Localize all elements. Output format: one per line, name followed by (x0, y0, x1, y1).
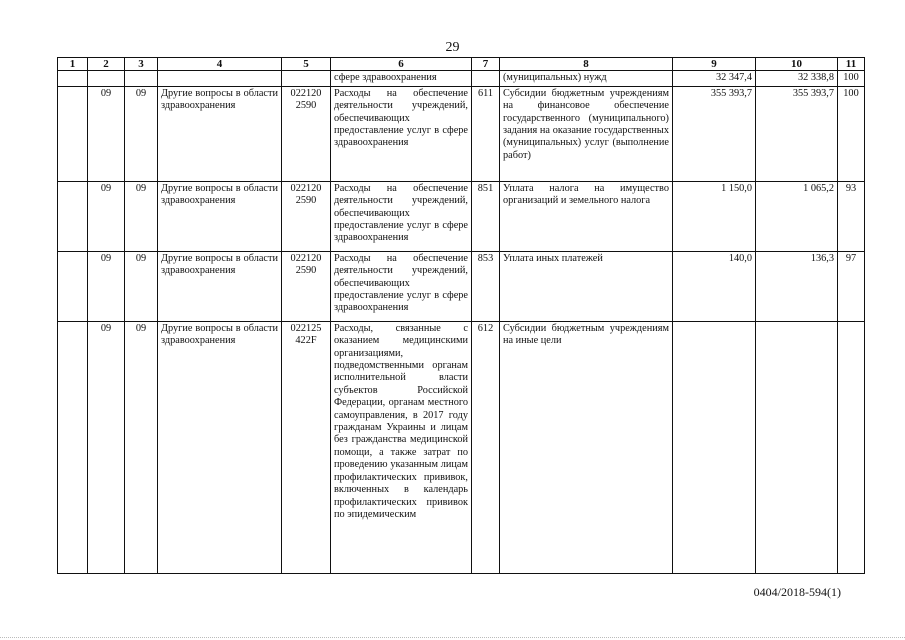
cell-col-6: Расходы на обеспечение деятельности учреждений, обеспечивающих предоставление услуг в сфере здравоохранения (331, 181, 472, 251)
cell-col-4: Другие вопросы в области здравоохранения (158, 251, 282, 321)
header-col-2: 2 (88, 58, 125, 71)
cell-col-4 (158, 71, 282, 86)
cell-col-5: 022120 2590 (282, 251, 331, 321)
cell-col-2: 09 (88, 321, 125, 573)
header-col-10: 10 (756, 58, 838, 71)
cell-col-1 (58, 251, 88, 321)
cell-col-10: 32 338,8 (756, 71, 838, 86)
cell-col-1 (58, 181, 88, 251)
cell-col-5 (282, 71, 331, 86)
cell-col-1 (58, 71, 88, 86)
cell-col-2: 09 (88, 181, 125, 251)
cell-col-2 (88, 71, 125, 86)
cell-col-10: 355 393,7 (756, 86, 838, 181)
cell-col-5: 022120 2590 (282, 86, 331, 181)
cell-col-8: Субсидии бюджетным учреждениям на иные цели (500, 321, 673, 573)
cell-col-10 (756, 321, 838, 573)
cell-col-1 (58, 321, 88, 573)
cell-col-4: Другие вопросы в области здравоохранения (158, 86, 282, 181)
cell-col-9 (673, 321, 756, 573)
table-row (58, 181, 865, 251)
header-col-3: 3 (125, 58, 158, 71)
cell-col-6: Расходы на обеспечение деятельности учреждений, обеспечивающих предоставление услуг в сфере здравоохранения (331, 251, 472, 321)
cell-col-9: 355 393,7 (673, 86, 756, 181)
cell-col-3: 09 (125, 251, 158, 321)
cell-col-10: 136,3 (756, 251, 838, 321)
cell-col-3: 09 (125, 86, 158, 181)
header-col-8: 8 (500, 58, 673, 71)
cell-col-1 (58, 86, 88, 181)
cell-col-9: 32 347,4 (673, 71, 756, 86)
table-row-continued (58, 71, 865, 86)
cell-col-11: 93 (838, 181, 865, 251)
cell-col-8: Уплата иных платежей (500, 251, 673, 321)
cell-col-4: Другие вопросы в области здравоохранения (158, 321, 282, 573)
budget-table (57, 57, 865, 574)
cell-col-9: 1 150,0 (673, 181, 756, 251)
cell-col-10: 1 065,2 (756, 181, 838, 251)
cell-col-6: сфере здравоохранения (331, 71, 472, 86)
header-row (58, 58, 865, 71)
cell-col-4: Другие вопросы в области здравоохранения (158, 181, 282, 251)
header-col-7: 7 (472, 58, 500, 71)
cell-col-8: (муниципальных) нужд (500, 71, 673, 86)
table-row (58, 251, 865, 321)
cell-col-2: 09 (88, 86, 125, 181)
cell-col-8: Субсидии бюджетным учреждениям на финансовое обеспечение государственного (муниципального) задания на оказание государственных (муниципальных) услуг (выполнение работ) (500, 86, 673, 181)
header-col-4: 4 (158, 58, 282, 71)
cell-col-11: 97 (838, 251, 865, 321)
document-number: 0404/2018-594(1) (753, 585, 841, 599)
header-col-5: 5 (282, 58, 331, 71)
cell-col-6: Расходы на обеспечение деятельности учреждений, обеспечивающих предоставление услуг в сфере здравоохранения (331, 86, 472, 181)
cell-col-3: 09 (125, 321, 158, 573)
cell-col-2: 09 (88, 251, 125, 321)
cell-col-7: 851 (472, 181, 500, 251)
cell-col-5: 022120 2590 (282, 181, 331, 251)
cell-col-8: Уплата налога на имущество организаций и земельного налога (500, 181, 673, 251)
cell-col-3: 09 (125, 181, 158, 251)
cell-col-11: 100 (838, 86, 865, 181)
cell-col-7: 611 (472, 86, 500, 181)
table-row (58, 86, 865, 181)
page-number: 29 (445, 40, 460, 55)
header-col-1: 1 (58, 58, 88, 71)
table-row (58, 321, 865, 573)
cell-col-7: 612 (472, 321, 500, 573)
header-col-9: 9 (673, 58, 756, 71)
cell-col-7 (472, 71, 500, 86)
cell-col-7: 853 (472, 251, 500, 321)
budget-table-container (57, 57, 859, 574)
cell-col-5: 022125 422F (282, 321, 331, 573)
cell-col-9: 140,0 (673, 251, 756, 321)
cell-col-6: Расходы, связанные с оказанием медицинскими организациями, подведомственными органам исполнительной власти субъектов Российской Федерации, органам местного самоуправления, в 2017 году гражданам Украины и лицам без гражданства медицинской помощи, а также затрат по проведению указанным лицам профилактических прививок, включенных в календарь профилактических прививок по эпидемическим (331, 321, 472, 573)
cell-col-3 (125, 71, 158, 86)
header-col-11: 11 (838, 58, 865, 71)
header-col-6: 6 (331, 58, 472, 71)
cell-col-11: 100 (838, 71, 865, 86)
cell-col-11 (838, 321, 865, 573)
scan-edge-divider (0, 635, 905, 638)
